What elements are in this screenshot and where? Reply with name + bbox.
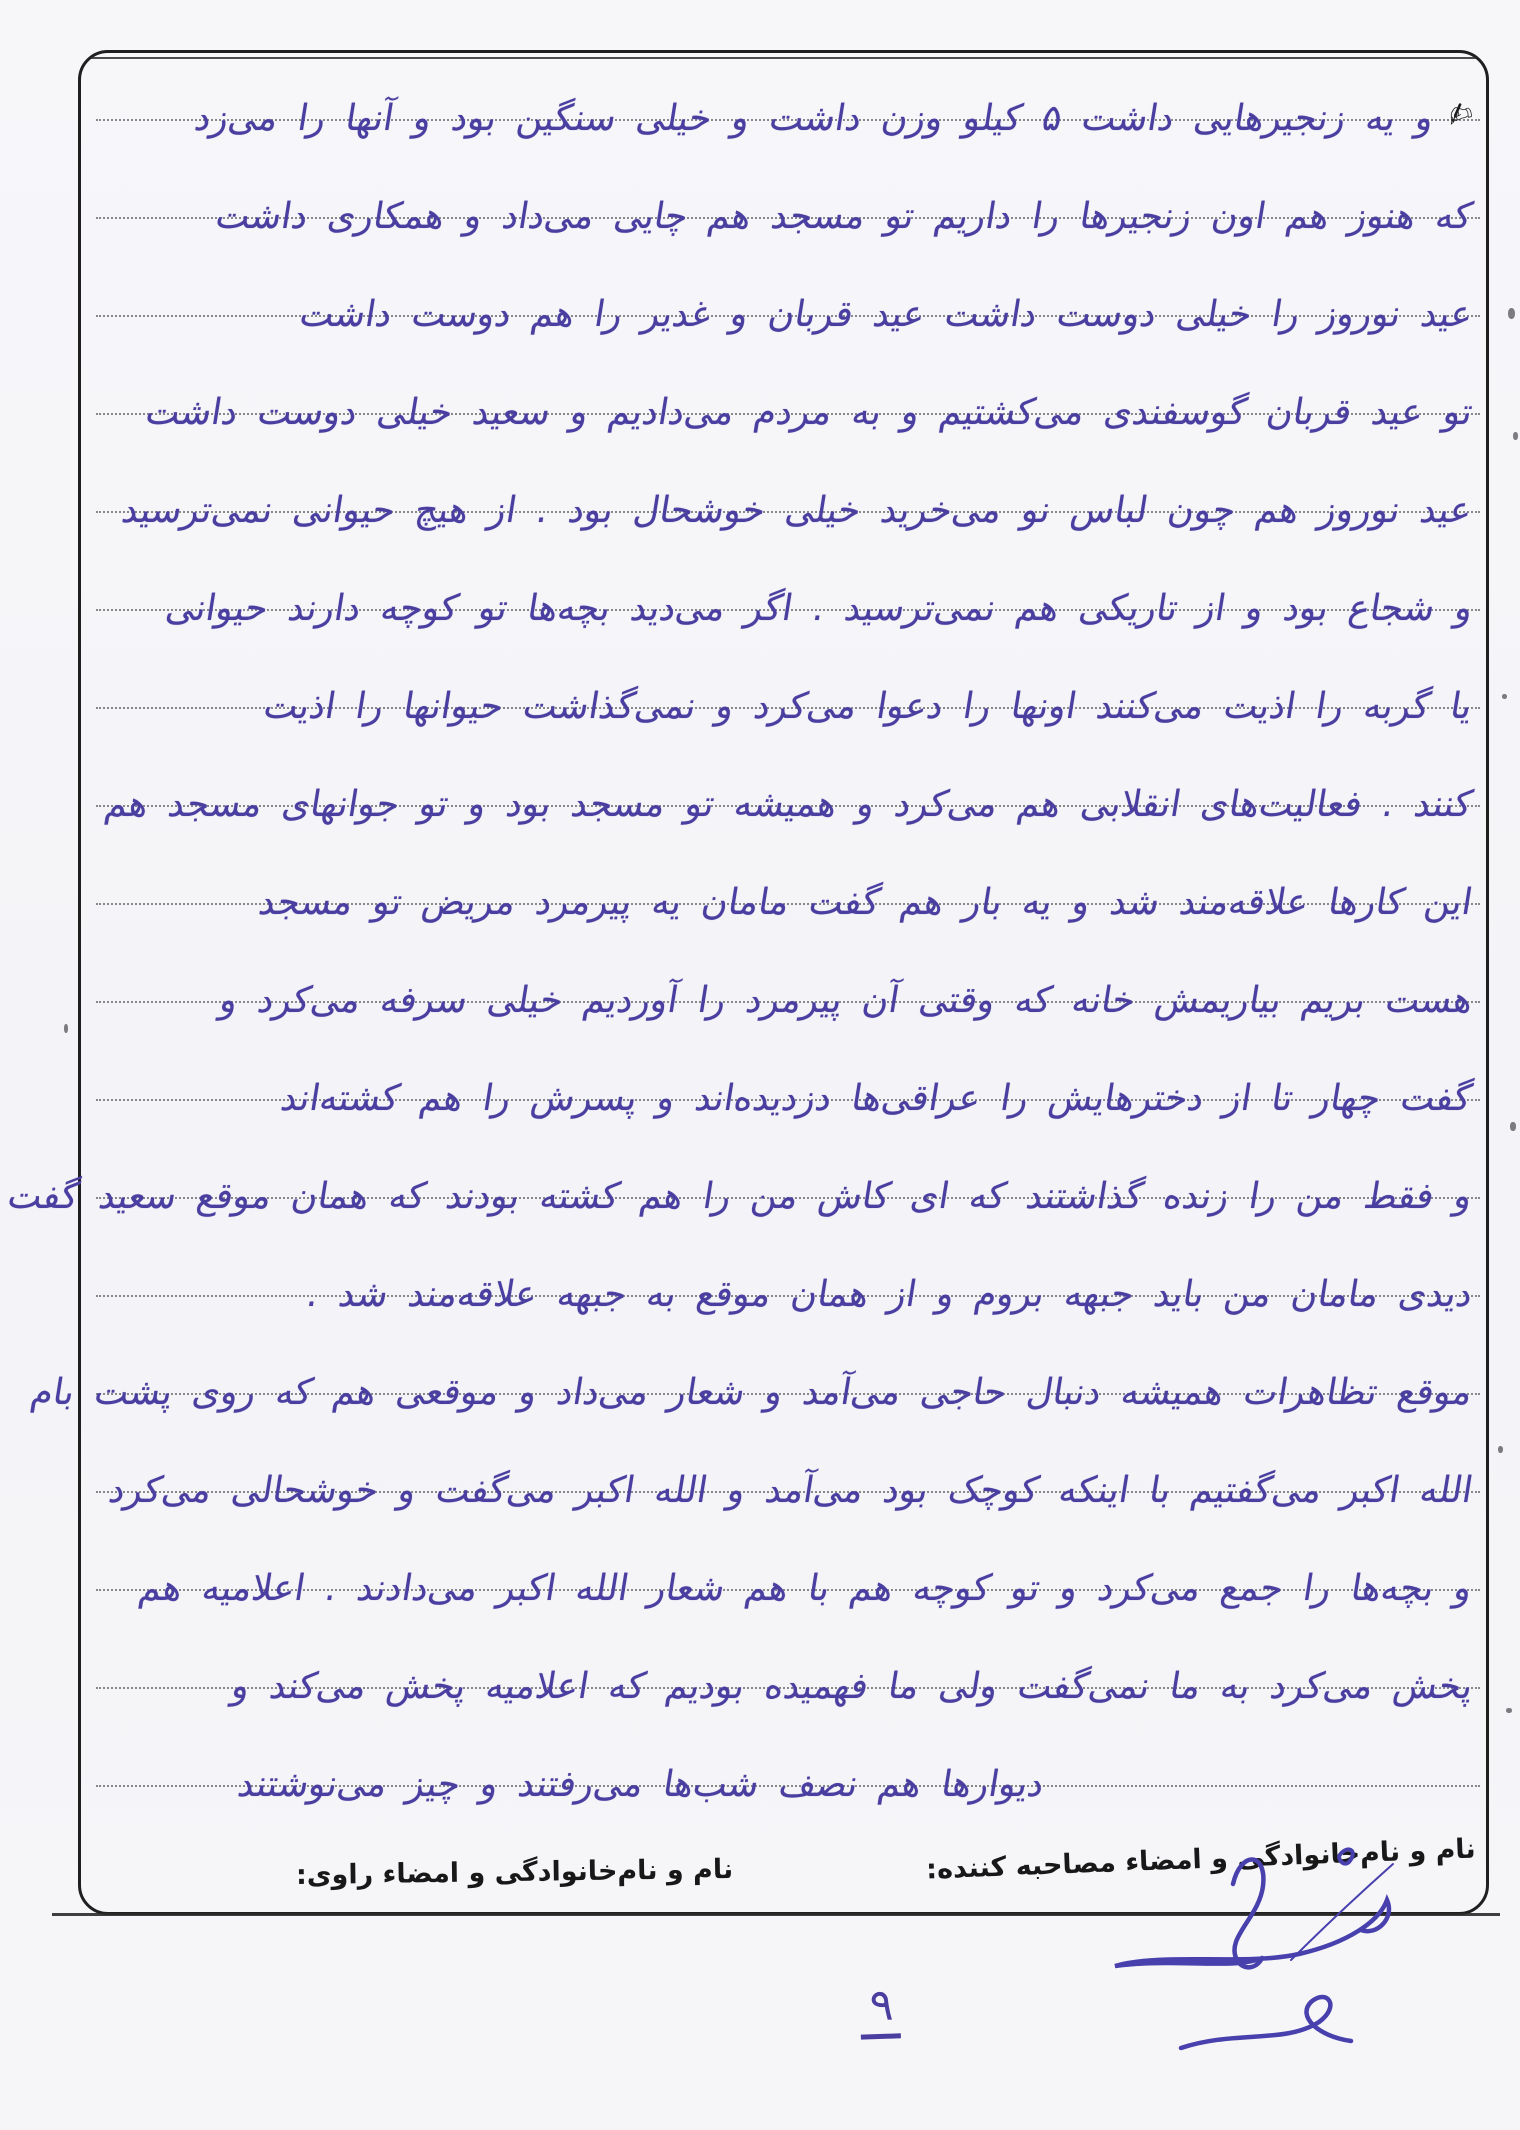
- narrator-name-signature-label: نام و نام‌خانوادگی و امضاء راوی:: [295, 1853, 734, 1892]
- handwritten-line-text: و بچه‌ها را جمع می‌کرد و تو کوچه هم با هم شعار الله اکبر می‌دادند . اعلامیه هم: [136, 1568, 1476, 1609]
- handwritten-line: [28, 1327, 1482, 1425]
- handwritten-line-text: عید نوروز هم چون لباس نو می‌خرید خیلی خوشحال بود . از هیچ حیوانی نمی‌ترسید: [119, 490, 1476, 531]
- handwritten-text-block: [5, 53, 1482, 1817]
- handwritten-line: [94, 1229, 1482, 1327]
- interviewer-signature: [1085, 1842, 1425, 2077]
- handwritten-line: [94, 1621, 1482, 1719]
- handwritten-line-text: این کارها علاقه‌مند شد و یه بار هم گفت مامان یه پیرمرد مریض تو مسجد: [255, 882, 1476, 923]
- page-number: ۹: [859, 1983, 901, 2039]
- handwritten-line-text: هست بریم بیاریمش خانه که وقتی آن پیرمرد را آوردیم خیلی سرفه می‌کرد و: [216, 980, 1476, 1021]
- writing-hand-icon: ✍: [1442, 93, 1478, 136]
- scan-speckle: [1506, 1708, 1512, 1713]
- scan-speckle: [1510, 1122, 1516, 1131]
- handwritten-line: [94, 249, 1482, 347]
- scan-speckle: [1502, 694, 1507, 699]
- handwritten-line-text: عید نوروز را خیلی دوست داشت عید قربان و غدیر را هم دوست داشت: [296, 294, 1476, 335]
- handwritten-line: [94, 1425, 1482, 1523]
- handwritten-line: [94, 1033, 1482, 1131]
- handwritten-line: [94, 935, 1482, 1033]
- handwritten-line-text: الله اکبر می‌گفتیم با اینکه کوچک بود می‌آمد و الله اکبر می‌گفت و خوشحالی می‌کرد: [105, 1470, 1476, 1511]
- handwritten-line-text: موقع تظاهرات همیشه دنبال حاجی می‌آمد و شعار می‌داد و موقعی هم که روی پشت بام: [28, 1372, 1476, 1413]
- handwritten-line-text: و فقط من را زنده گذاشتند که ای کاش من را هم کشته بودند که همان موقع سعید گفت: [5, 1176, 1476, 1217]
- handwritten-line: [94, 347, 1482, 445]
- handwritten-line-text: دیوارها هم نصف شب‌ها می‌رفتند و چیز می‌نوشتند: [235, 1764, 1048, 1805]
- handwritten-line: [5, 1131, 1482, 1229]
- handwritten-line: [94, 739, 1482, 837]
- handwritten-line-text: دیدی مامان من باید جبهه بروم و از همان موقع به جبهه علاقه‌مند شد .: [303, 1274, 1476, 1315]
- handwritten-line-text: که هنوز هم اون زنجیرها را داریم تو مسجد هم چایی می‌داد و همکاری داشت: [212, 196, 1476, 237]
- scan-speckle: [64, 1024, 68, 1033]
- handwritten-line-text: و شجاع بود و از تاریکی هم نمی‌ترسید . اگر می‌دید بچه‌ها تو کوچه دارند حیوانی: [162, 588, 1476, 629]
- handwritten-line: [94, 543, 1482, 641]
- handwritten-line-text: پخش می‌کرد به ما نمی‌گفت ولی ما فهمیده بودیم که اعلامیه پخش می‌کند و: [228, 1666, 1476, 1707]
- scan-speckle: [1498, 1446, 1503, 1453]
- handwritten-line: [94, 1719, 1482, 1817]
- handwritten-line: [94, 837, 1482, 935]
- handwritten-line-text: ✍و یه زنجیرهایی داشت ۵ کیلو وزن داشت و خیلی سنگین بود و آنها را می‌زد: [191, 93, 1478, 139]
- handwritten-line: [94, 151, 1482, 249]
- scan-speckle: [1508, 308, 1515, 319]
- handwritten-line-text: یا گربه را اذیت می‌کنند اونها را دعوا می‌کرد و نمی‌گذاشت حیوانها را اذیت: [261, 686, 1476, 727]
- handwritten-line-text: کنند . فعالیت‌های انقلابی هم می‌کرد و همیشه تو مسجد بود و تو جوانهای مسجد هم: [101, 784, 1476, 825]
- scan-speckle: [1513, 432, 1518, 440]
- handwritten-line: [94, 53, 1482, 151]
- handwritten-line: [94, 445, 1482, 543]
- handwritten-line: [94, 1523, 1482, 1621]
- handwritten-line-text: گفت چهار تا از دخترهایش را عراقی‌ها دزدیده‌اند و پسرش را هم کشته‌اند: [278, 1078, 1476, 1119]
- handwritten-line-text: تو عید قربان گوسفندی می‌کشتیم و به مردم می‌دادیم و سعید خیلی دوست داشت: [142, 392, 1476, 433]
- interviewer-name-signature-label: نام و نام‌خانوادگی و امضاء مصاحبه کننده:: [925, 1833, 1477, 1886]
- handwritten-line: [94, 641, 1482, 739]
